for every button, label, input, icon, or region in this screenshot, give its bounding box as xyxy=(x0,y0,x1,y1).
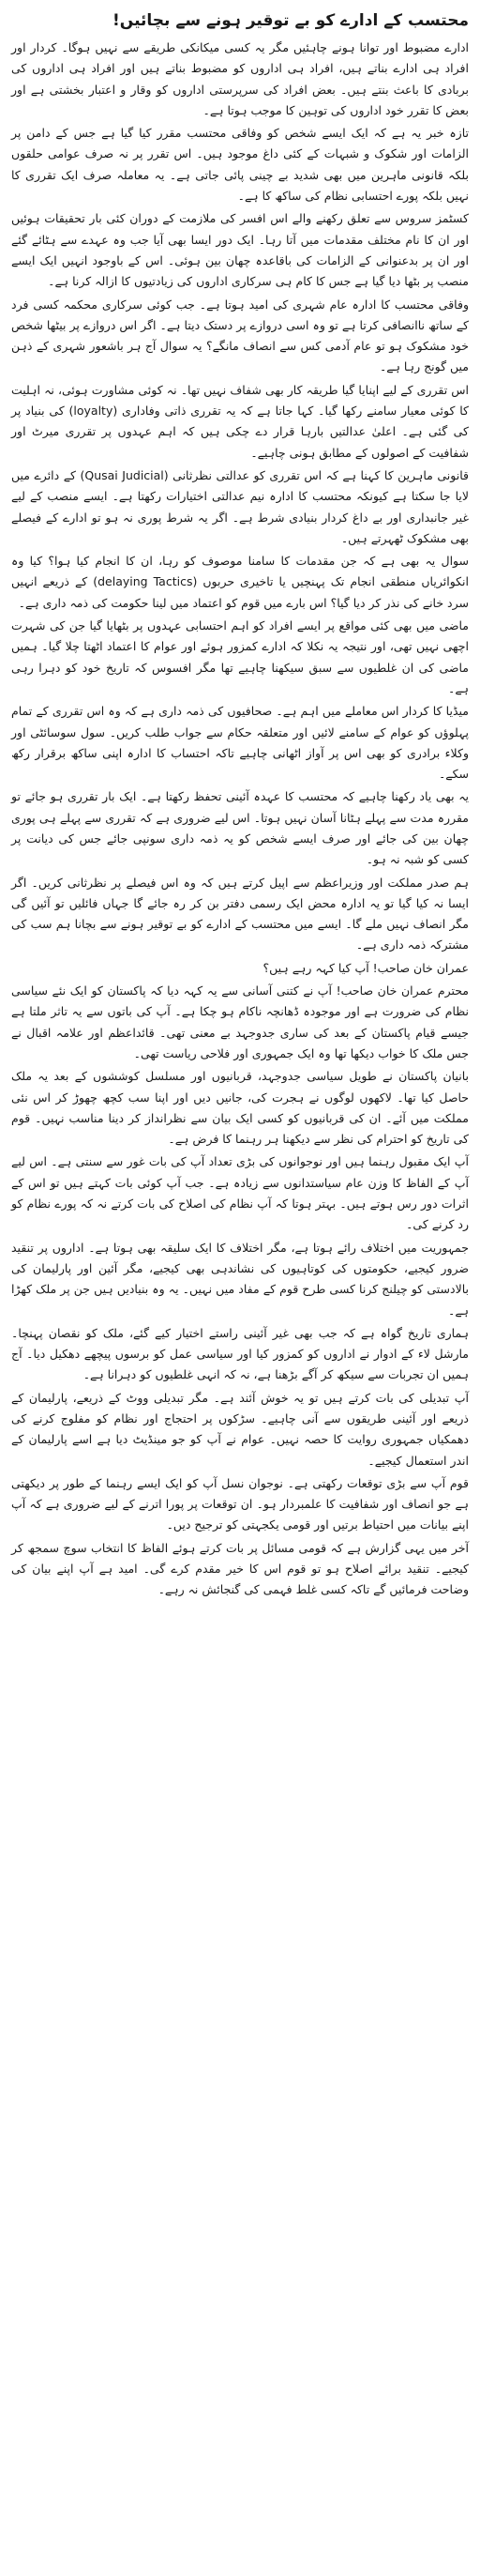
article-paragraph: اس تقرری کے لیے اپنایا گیا طریقہ کار بھی شفاف نہیں تھا۔ نہ کوئی مشاورت ہوئی، نہ اہلیت کا کوئی معیار سامنے رکھا گیا۔ کہا جاتا ہے کہ یہ تقرری ذاتی وفاداری (loyalty) کی بنیاد پر کی گئی ہے۔ اعلیٰ عدالتیں بارہا قرار دے چکی ہیں کہ اہم عہدوں پر تقرری میرٹ اور شفافیت کے اصولوں کے مطابق ہونی چاہیے۔ xyxy=(11,382,469,460)
article-body xyxy=(11,38,469,1601)
article-paragraph: ماضی میں بھی کئی مواقع پر ایسے افراد کو اہم احتسابی عہدوں پر بٹھایا گیا جن کی شہرت اچھی نہیں تھی، اور نتیجہ یہ نکلا کہ ادارے کمزور ہوئے اور عوام کا اعتماد اٹھتا چلا گیا۔ ہمیں ماضی کی ان غلطیوں سے سبق سیکھنا چاہیے تھا مگر افسوس کہ تاریخ خود کو دہرا رہی ہے۔ xyxy=(11,618,469,695)
article-paragraph: قوم آپ سے بڑی توقعات رکھتی ہے۔ نوجوان نسل آپ کو ایک ایسے رہنما کے طور پر دیکھتی ہے جو انصاف اور شفافیت کا علمبردار ہو۔ ان توقعات پر پورا اترنے کے لیے ضروری ہے کہ آپ اپنے بیانات میں احتیاط برتیں اور قومی یکجہتی کو ترجیح دیں۔ xyxy=(11,1475,469,1532)
article-paragraph: آپ تبدیلی کی بات کرتے ہیں تو یہ خوش آئند ہے۔ مگر تبدیلی ووٹ کے ذریعے، پارلیمان کے ذریعے اور آئینی طریقوں سے آنی چاہیے۔ سڑکوں پر احتجاج اور نظام کو مفلوج کرنے کی دھمکیاں جمہوری روایت کا حصہ نہیں۔ عوام نے آپ کو جو مینڈیٹ دیا ہے اسے پارلیمان کے اندر استعمال کیجیے۔ xyxy=(11,1390,469,1468)
article-paragraph: سوال یہ بھی ہے کہ جن مقدمات کا سامنا موصوف کو رہا، ان کا انجام کیا ہوا؟ کیا وہ انکوائریاں منطقی انجام تک پہنچیں یا تاخیری حربوں (delaying Tactics) کے ذریعے انہیں سرد خانے کی نذر کر دیا گیا؟ اس بارے میں قوم کو اعتماد میں لینا حکومت کی ذمہ داری ہے۔ xyxy=(11,554,470,610)
article-paragraph: میڈیا کا کردار اس معاملے میں اہم ہے۔ صحافیوں کی ذمہ داری ہے کہ وہ اس تقرری کے تمام پہلوؤں کو عوام کے سامنے لائیں اور متعلقہ حکام سے جواب طلب کریں۔ سول سوسائٹی اور وکلاء برادری کو بھی اس پر آواز اٹھانی چاہیے تاکہ احتساب کا ادارہ اپنی ساکھ برقرار رکھ سکے۔ xyxy=(11,704,469,782)
article-paragraph: ہماری تاریخ گواہ ہے کہ جب بھی غیر آئینی راستے اختیار کیے گئے، ملک کو نقصان پہنچا۔ مارشل لاء کے ادوار نے اداروں کو کمزور کیا اور سیاسی عمل کو برسوں پیچھے دھکیل دیا۔ آج ہمیں ان تجربات سے سیکھ کر آگے بڑھنا ہے، نہ کہ انہی غلطیوں کو دہرانا ہے۔ xyxy=(11,1325,469,1382)
article-paragraph: قانونی ماہرین کا کہنا ہے کہ اس تقرری کو عدالتی نظرثانی (Qusai Judicial) کے دائرے میں لایا جا سکتا ہے کیونکہ محتسب کا ادارہ نیم عدالتی اختیارات رکھتا ہے۔ ایسے منصب کے لیے غیر جانبداری اور بے داغ کردار بنیادی شرط ہے۔ اگر یہ شرط پوری نہ ہو تو ادارے کے فیصلے بھی مشکوک ٹھہرتے ہیں۔ xyxy=(11,467,469,545)
article-paragraph: کسٹمز سروس سے تعلق رکھنے والے اس افسر کی ملازمت کے دوران کئی بار تحقیقات ہوئیں اور ان کا نام مختلف مقدمات میں آتا رہا۔ ایک دور ایسا بھی آیا جب وہ عہدے سے ہٹائے گئے اور ان پر بدعنوانی کے الزامات کی باقاعدہ چھان بین ہوئی۔ اس کے باوجود انہیں ایک ایسے منصب پر بٹھا دیا گیا ہے جس کا کام ہی سرکاری اداروں کی زیادتیوں کا ازالہ کرنا ہے۔ xyxy=(11,211,469,289)
article-paragraph: آپ ایک مقبول رہنما ہیں اور نوجوانوں کی بڑی تعداد آپ کی بات غور سے سنتی ہے۔ اس لیے آپ کے الفاظ کا وزن عام سیاستدانوں سے زیادہ ہے۔ جب آپ کوئی بات کہتے ہیں تو اس کے اثرات دور رس ہوتے ہیں۔ بہتر ہوتا کہ آپ نظام کی اصلاح کی بات کرتے نہ کہ پورے نظام کو رد کرنے کی۔ xyxy=(11,1154,469,1232)
article-paragraph: ہم صدر مملکت اور وزیراعظم سے اپیل کرتے ہیں کہ وہ اس فیصلے پر نظرثانی کریں۔ اگر ایسا نہ کیا گیا تو یہ ادارہ محض ایک رسمی دفتر بن کر رہ جائے گا جہاں فائلیں تو آئیں گی مگر انصاف نہیں ملے گا۔ ایسے میں محتسب کے ادارے کو بے توقیر ہونے سے بچانا ہم سب کی مشترکہ ذمہ داری ہے۔ xyxy=(11,875,469,953)
article-paragraph: تازہ خبر یہ ہے کہ ایک ایسے شخص کو وفاقی محتسب مقرر کیا گیا ہے جس کے دامن پر الزامات اور شکوک و شبہات کے کئی داغ موجود ہیں۔ اس تقرر پر نہ صرف عوامی حلقوں بلکہ قانونی ماہرین میں بھی شدید بے چینی پائی جاتی ہے۔ یہ معاملہ صرف ایک تقرری کا نہیں بلکہ پورے احتسابی نظام کی ساکھ کا ہے۔ xyxy=(11,126,469,204)
article-paragraph: آخر میں یہی گزارش ہے کہ قومی مسائل پر بات کرتے ہوئے الفاظ کا انتخاب سوچ سمجھ کر کیجیے۔ تنقید برائے اصلاح ہو تو قوم اس کا خیر مقدم کرے گی۔ امید ہے آپ اپنے بیان کی وضاحت فرمائیں گے تاکہ کسی غلط فہمی کی گنجائش نہ رہے۔ xyxy=(11,1540,469,1597)
article-paragraph: بانیان پاکستان نے طویل سیاسی جدوجہد، قربانیوں اور مسلسل کوششوں کے بعد یہ ملک حاصل کیا تھا۔ لاکھوں لوگوں نے ہجرت کی، جانیں دیں اور اپنا سب کچھ چھوڑ کر اس نئی مملکت میں آئے۔ ان کی قربانیوں کو کسی ایک بیان سے نظرانداز کر دینا مناسب نہیں۔ قوم کی تاریخ کو احترام کی نظر سے دیکھنا ہر رہنما کا فرض ہے۔ xyxy=(11,1069,469,1147)
article-paragraph: محترم عمران خان صاحب! آپ نے کتنی آسانی سے یہ کہہ دیا کہ پاکستان کو ایک نئے سیاسی نظام کی ضرورت ہے اور موجودہ ڈھانچہ ناکام ہو چکا ہے۔ آپ کی باتوں سے یہ تاثر ملتا ہے جیسے قیام پاکستان کے بعد کی ساری جدوجہد بے معنی تھی۔ قائداعظم اور علامہ اقبال نے جس ملک کا خواب دیکھا تھا وہ ایک جمہوری اور فلاحی ریاست تھی۔ xyxy=(11,983,469,1060)
article-paragraph: یہ بھی یاد رکھنا چاہیے کہ محتسب کا عہدہ آئینی تحفظ رکھتا ہے۔ ایک بار تقرری ہو جائے تو مقررہ مدت سے پہلے ہٹانا آسان نہیں ہوتا۔ اس لیے ضروری ہے کہ تقرری سے پہلے ہی پوری چھان بین کی جائے اور صرف ایسے شخص کو یہ ذمہ داری سونپی جائے جس کی دیانت پر کسی کو شبہ نہ ہو۔ xyxy=(11,789,470,867)
article-paragraph: جمہوریت میں اختلاف رائے ہوتا ہے، مگر اختلاف کا ایک سلیقہ بھی ہوتا ہے۔ اداروں پر تنقید ضرور کیجیے، حکومتوں کی کوتاہیوں کی نشاندہی بھی کیجیے، مگر آئین اور پارلیمان کی بالادستی کو چیلنج کرنا کسی طرح قوم کے مفاد میں نہیں۔ یہ وہ بنیادیں ہیں جن پر ملک کھڑا ہے۔ xyxy=(11,1240,469,1318)
article-paragraph: ادارے مضبوط اور توانا ہونے چاہئیں مگر یہ کسی میکانکی طریقے سے نہیں ہوگا۔ کردار اور افراد ہی ادارے بناتے ہیں، افراد ہی اداروں کو مضبوط بناتے ہیں اور افراد ہی اداروں کی بربادی کا باعث بنتے ہیں۔ بعض افراد کی سرپرستی اداروں کو وقار و اعتبار بخشتی ہے اور بعض کا تقرر خود اداروں کی توہین کا موجب ہوتا ہے۔ xyxy=(11,40,469,117)
article-paragraph: وفاقی محتسب کا ادارہ عام شہری کی امید ہوتا ہے۔ جب کوئی سرکاری محکمہ کسی فرد کے ساتھ ناانصافی کرتا ہے تو وہ اسی دروازے پر دستک دیتا ہے۔ اگر اس دروازے پر بیٹھا شخص خود مشکوک ہو تو عام آدمی کس سے انصاف مانگے؟ یہ سوال آج ہر باشعور شہری کے ذہن میں گونج رہا ہے۔ xyxy=(11,297,469,374)
article-headline: محتسب کے ادارے کو بے توقیر ہونے سے بچائیں! xyxy=(112,11,469,30)
article-paragraph: عمران خان صاحب! آپ کیا کہہ رہے ہیں؟ xyxy=(262,960,469,975)
